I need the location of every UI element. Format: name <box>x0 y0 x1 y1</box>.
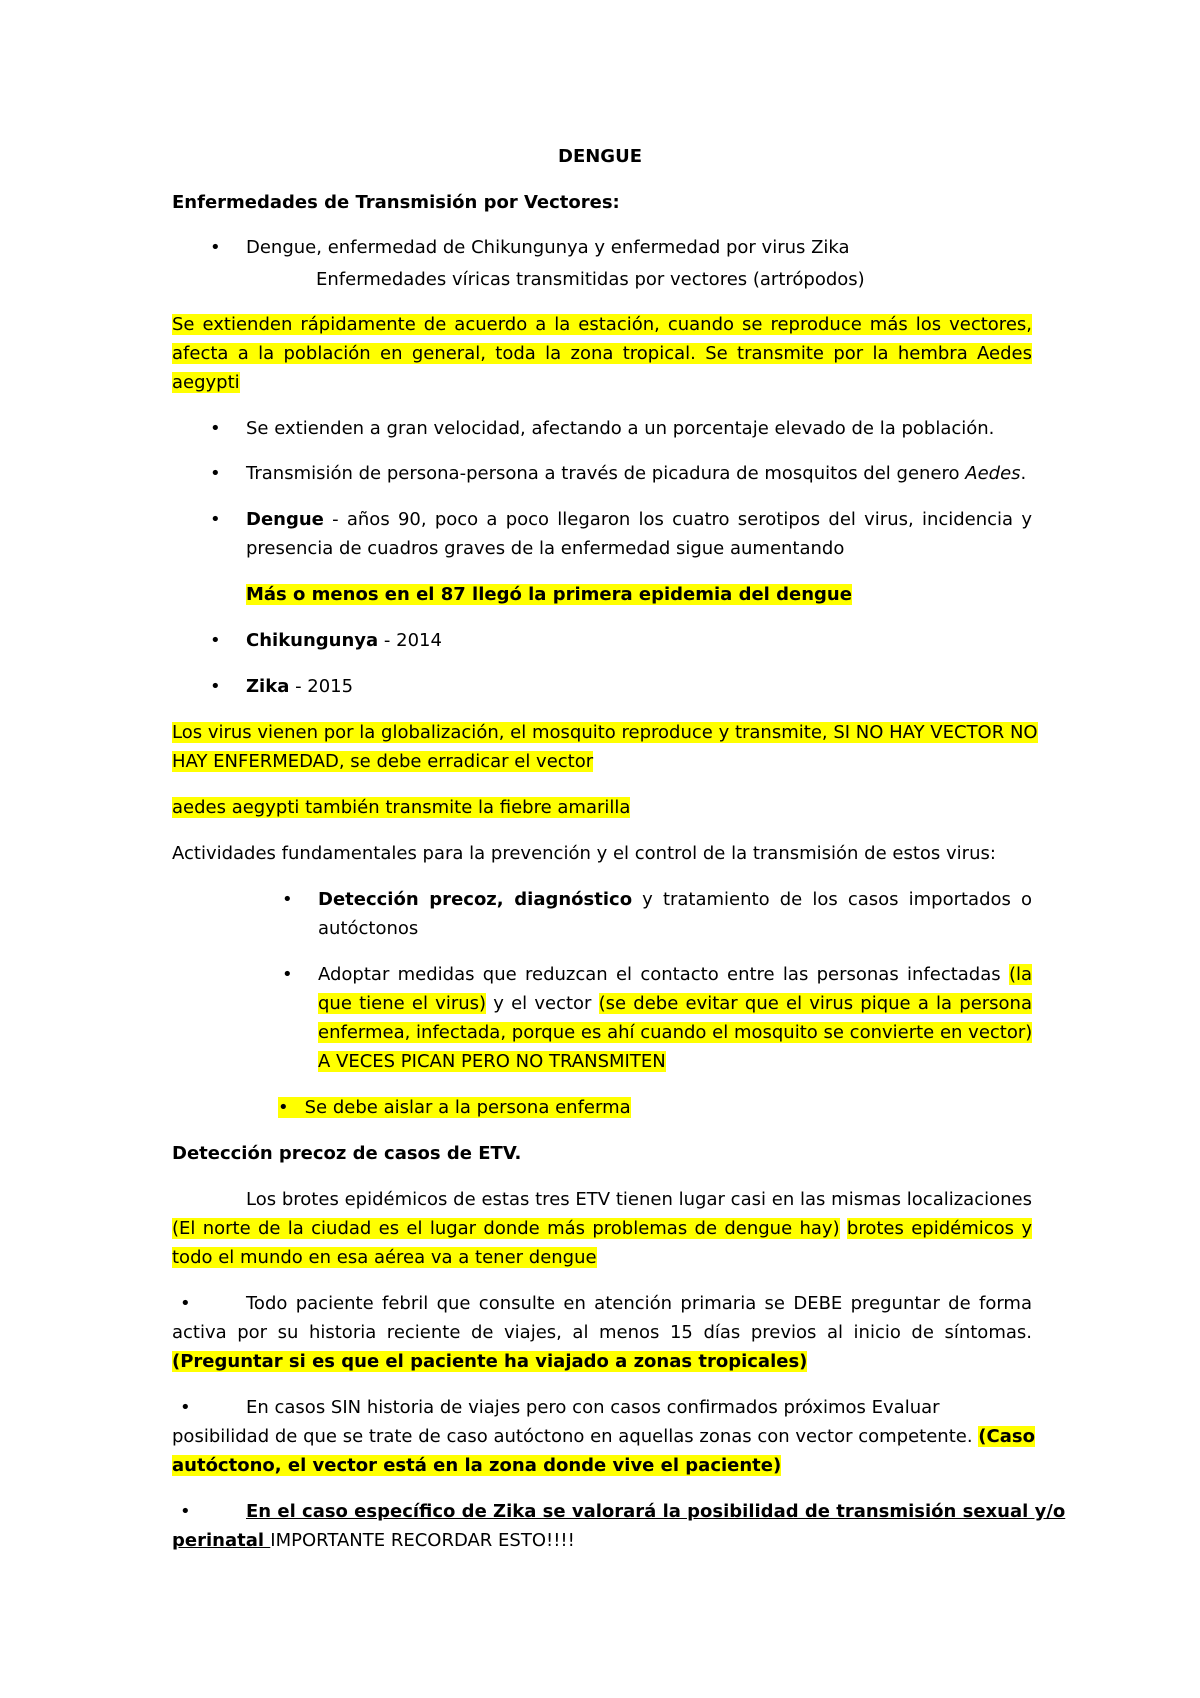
paragraph-brotes-cont: todo el mundo en esa aérea va a tener dengue <box>172 1247 597 1268</box>
bullet-item-dengue-cont: presencia de cuadros graves de la enfermedad sigue aumentando <box>246 538 845 559</box>
paragraph-brotes: Los brotes epidémicos de estas tres ETV tienen lugar casi en las mismas localizaciones <box>246 1189 1032 1210</box>
bullet-icon: • <box>210 509 221 530</box>
bullet-subline-viricas: Enfermedades víricas transmitidas por vectores (artrópodos) <box>316 269 865 290</box>
bullet-item-velocidad: Se extienden a gran velocidad, afectando a un porcentaje elevado de la población. <box>246 418 995 439</box>
case-item-zika: En el caso específico de Zika se valorará la posibilidad de transmisión sexual y/o <box>246 1501 1066 1522</box>
bullet-item-transmision: Transmisión de persona-persona a través de picadura de mosquitos del genero Aedes. <box>246 463 1027 484</box>
activity-item-deteccion: Detección precoz, diagnóstico y tratamiento de los casos importados o <box>318 889 1033 910</box>
bullet-item-dengue: Dengue - años 90, poco a poco llegaron los cuatro serotipos del virus, incidencia y <box>246 509 1032 530</box>
highlight-paragraph-line: Se extienden rápidamente de acuerdo a la estación, cuando se reproduce más los vectores, <box>172 314 1032 335</box>
activity-item-deteccion-cont: autóctonos <box>318 918 419 939</box>
highlight-fiebre-amarilla: aedes aegypti también transmite la fiebre amarilla <box>172 797 631 818</box>
bullet-icon: • <box>210 418 221 439</box>
paragraph-brotes-cont: (El norte de la ciudad es el lugar donde más problemas de dengue hay) brotes epidémicos y <box>172 1218 1032 1239</box>
bullet-item-enfermedades: Dengue, enfermedad de Chikungunya y enfermedad por virus Zika <box>246 237 850 258</box>
bullet-icon: • <box>210 237 221 258</box>
bullet-item-zika: Zika - 2015 <box>246 676 354 697</box>
highlight-paragraph-line: aegypti <box>172 372 240 393</box>
case-item-sin-viajes-cont: posibilidad de que se trate de caso autóctono en aquellas zonas con vector competente. (Caso <box>172 1426 1035 1447</box>
activities-intro: Actividades fundamentales para la prevención y el control de la transmisión de estos virus: <box>172 843 996 864</box>
bullet-icon: • <box>282 964 293 985</box>
bullet-icon: • <box>180 1293 191 1314</box>
highlight-paragraph-line: Los virus vienen por la globalización, el mosquito reproduce y transmite, SI NO HAY VECTOR NO <box>172 722 1038 743</box>
highlight-paragraph-line: HAY ENFERMEDAD, se debe erradicar el vector <box>172 751 594 772</box>
section-heading-deteccion: Detección precoz de casos de ETV. <box>172 1143 522 1164</box>
bullet-icon: • <box>180 1501 191 1522</box>
highlight-note-epidemia: Más o menos en el 87 llegó la primera epidemia del dengue <box>246 584 852 605</box>
section-heading-vectores: Enfermedades de Transmisión por Vectores: <box>172 192 620 213</box>
bullet-item-chikungunya: Chikungunya - 2014 <box>246 630 442 651</box>
activity-item-medidas: Adoptar medidas que reduzcan el contacto entre las personas infectadas (la <box>318 964 1032 985</box>
case-item-febril-note: (Preguntar si es que el paciente ha viajado a zonas tropicales) <box>172 1351 808 1372</box>
bullet-icon: • <box>210 676 221 697</box>
activity-item-medidas-cont: enfermea, infectada, porque es ahí cuando el mosquito se convierte en vector) <box>318 1022 1033 1043</box>
bullet-icon: • <box>180 1397 191 1418</box>
case-item-febril-cont: activa por su historia reciente de viajes, al menos 15 días previos al inicio de síntomas. <box>172 1322 1032 1343</box>
activity-item-medidas-cont: que tiene el virus) y el vector (se debe evitar que el virus pique a la persona <box>318 993 1032 1014</box>
bullet-icon: • <box>282 889 293 910</box>
case-item-sin-viajes-note: autóctono, el vector está en la zona donde vive el paciente) <box>172 1455 782 1476</box>
page-title: DENGUE <box>558 146 642 167</box>
bullet-icon: • <box>210 630 221 651</box>
activity-item-aislar: • Se debe aislar a la persona enferma <box>278 1097 631 1118</box>
case-item-zika-cont: perinatal IMPORTANTE RECORDAR ESTO!!!! <box>172 1530 575 1551</box>
case-item-sin-viajes: En casos SIN historia de viajes pero con casos confirmados próximos Evaluar <box>246 1397 940 1418</box>
bullet-icon: • <box>210 463 221 484</box>
activity-item-medidas-cont: A VECES PICAN PERO NO TRANSMITEN <box>318 1051 666 1072</box>
case-item-febril: Todo paciente febril que consulte en atención primaria se DEBE preguntar de forma <box>246 1293 1032 1314</box>
highlight-paragraph-line: afecta a la población en general, toda la zona tropical. Se transmite por la hembra Aedes <box>172 343 1032 364</box>
